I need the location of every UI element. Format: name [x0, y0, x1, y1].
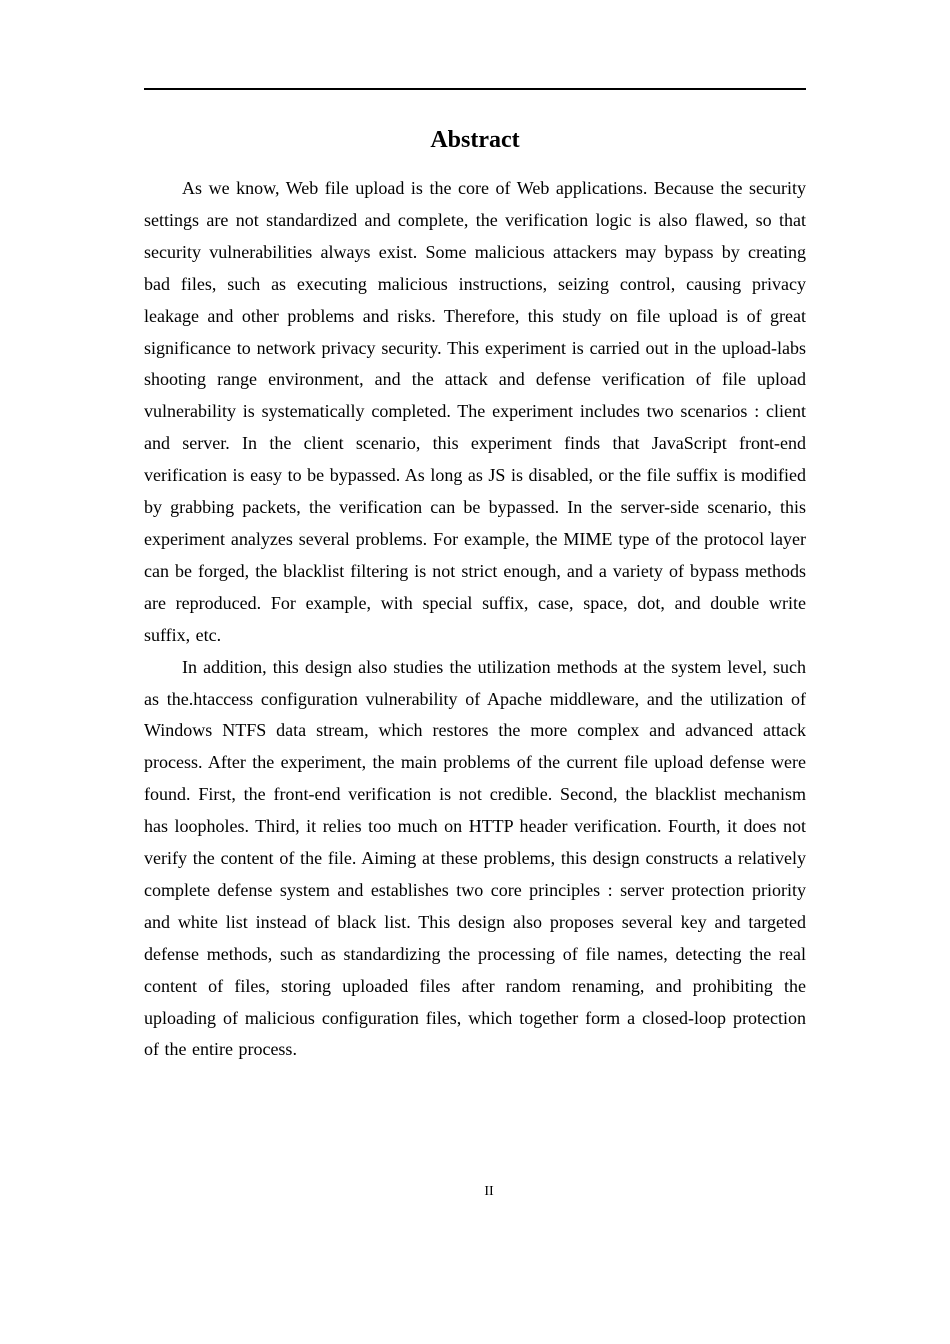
- page-title: Abstract: [430, 127, 520, 153]
- abstract-body: [144, 173, 806, 1066]
- header-rule: [144, 88, 806, 90]
- abstract-paragraph-2: In addition, this design also studies the utilization methods at the system level, such as the.htaccess configuration vulnerability of Apache middleware, and the utilization of Windows NTFS data stream, which restores the more complex and advanced attack process. After the experiment, the main problems of the current file upload defense were found. First, the front-end verification is not credible. Second, the blacklist mechanism has loopholes. Third, it relies too much on HTTP header verification. Fourth, it does not verify the content of the file. Aiming at these problems, this design constructs a relatively complete defense system and establishes two core principles : server protection priority and white list instead of black list. This design also proposes several key and targeted defense methods, such as standardizing the processing of file names, detecting the real content of files, storing uploaded files after random renaming, and prohibiting the uploading of malicious configuration files, which together form a closed-loop protection of the entire process.: [144, 656, 806, 1060]
- abstract-paragraph-1: As we know, Web file upload is the core of Web applications. Because the security settings are not standardized and complete, the verification logic is also flawed, so that security vulnerabilities always exist. Some malicious attackers may bypass by creating bad files, such as executing malicious instructions, seizing control, causing privacy leakage and other problems and risks. Therefore, this study on file upload is of great significance to network privacy security. This experiment is carried out in the upload-labs shooting range environment, and the attack and defense verification of file upload vulnerability is systematically completed. The experiment includes two scenarios : client and server. In the client scenario, this experiment finds that JavaScript front-end verification is easy to be bypassed. As long as JS is disabled, or the file suffix is modified by grabbing packets, the verification can be bypassed. In the server-side scenario, this experiment analyzes several problems. For example, the MIME type of the protocol layer can be forged, the blacklist filtering is not strict enough, and a variety of bypass methods are reproduced. For example, with special suffix, case, space, dot, and double write suffix, etc.: [144, 178, 806, 645]
- page-number: II: [484, 1184, 494, 1199]
